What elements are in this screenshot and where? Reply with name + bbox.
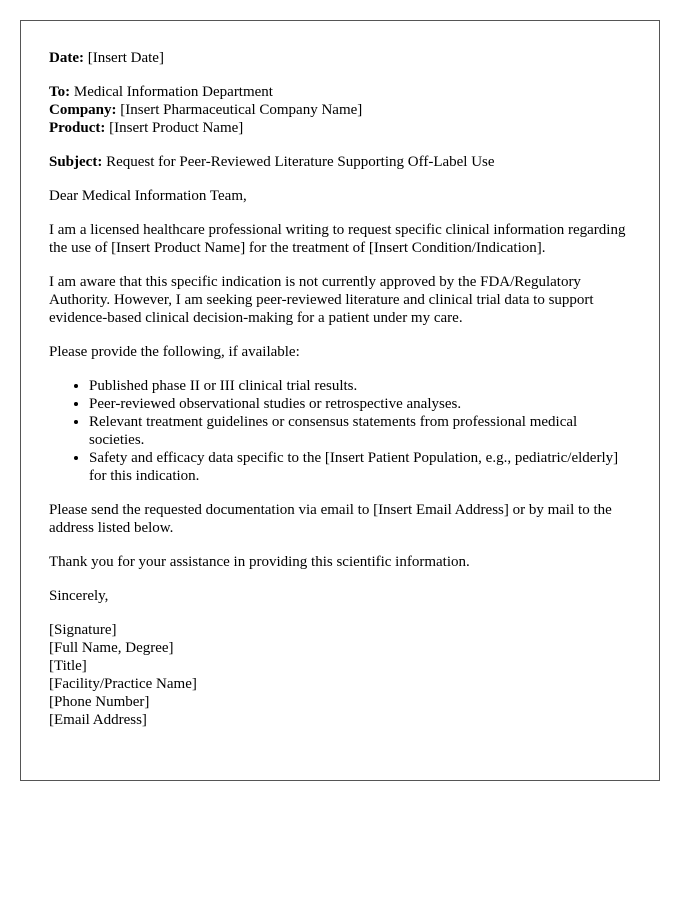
subject-line xyxy=(49,153,631,171)
paragraph-delivery: Please send the requested documentation via email to [Insert Email Address] or by mail to the address listed below. xyxy=(49,502,612,536)
request-list xyxy=(49,377,631,485)
valediction: Sincerely, xyxy=(49,588,109,604)
paragraph-intro: I am a licensed healthcare professional writing to request specific clinical information regarding the use of [Insert Product Name] for the treatment of [Insert Condition/Indication]. xyxy=(49,222,626,256)
company-value: [Insert Pharmaceutical Company Name] xyxy=(120,102,363,118)
to-value: Medical Information Department xyxy=(73,84,273,100)
paragraph-off-label-notice: I am aware that this specific indication is not currently approved by the FDA/Regulatory Authority. However, I am seeking peer-reviewed literature and clinical trial data to support evidence-based clinical decision-making for a patient under my care. xyxy=(49,274,594,326)
date-value: [Insert Date] xyxy=(87,50,164,66)
salutation: Dear Medical Information Team, xyxy=(49,188,247,204)
to-label: To: xyxy=(49,84,71,100)
list-item: • Peer-reviewed observational studies or retrospective analyses. xyxy=(89,395,631,413)
company-label: Company: xyxy=(49,102,117,118)
subject-label: Subject: xyxy=(49,154,103,170)
email-placeholder: [Email Address] xyxy=(49,712,147,728)
product-label: Product: xyxy=(49,120,106,136)
product-value: [Insert Product Name] xyxy=(109,120,244,136)
list-item: • Safety and efficacy data specific to the [Insert Patient Population, e.g., pediatric/elderly] for this indication. xyxy=(89,449,631,485)
full-name-placeholder: [Full Name, Degree] xyxy=(49,640,174,656)
phone-placeholder: [Phone Number] xyxy=(49,694,150,710)
to-line xyxy=(49,83,631,101)
product-line xyxy=(49,119,631,137)
signature-placeholder: [Signature] xyxy=(49,622,117,638)
subject-value: Request for Peer-Reviewed Literature Supporting Off-Label Use xyxy=(106,154,495,170)
letter-document xyxy=(20,20,660,781)
title-placeholder: [Title] xyxy=(49,658,87,674)
facility-placeholder: [Facility/Practice Name] xyxy=(49,676,197,692)
date-label: Date: xyxy=(49,50,84,66)
date-line xyxy=(49,49,631,67)
list-item: • Published phase II or III clinical trial results. xyxy=(89,377,631,395)
paragraph-thanks: Thank you for your assistance in providing this scientific information. xyxy=(49,554,470,570)
company-line xyxy=(49,101,631,119)
list-item: • Relevant treatment guidelines or consensus statements from professional medical societies. xyxy=(89,413,631,449)
signature-block xyxy=(49,621,631,729)
list-intro: Please provide the following, if available: xyxy=(49,344,300,360)
